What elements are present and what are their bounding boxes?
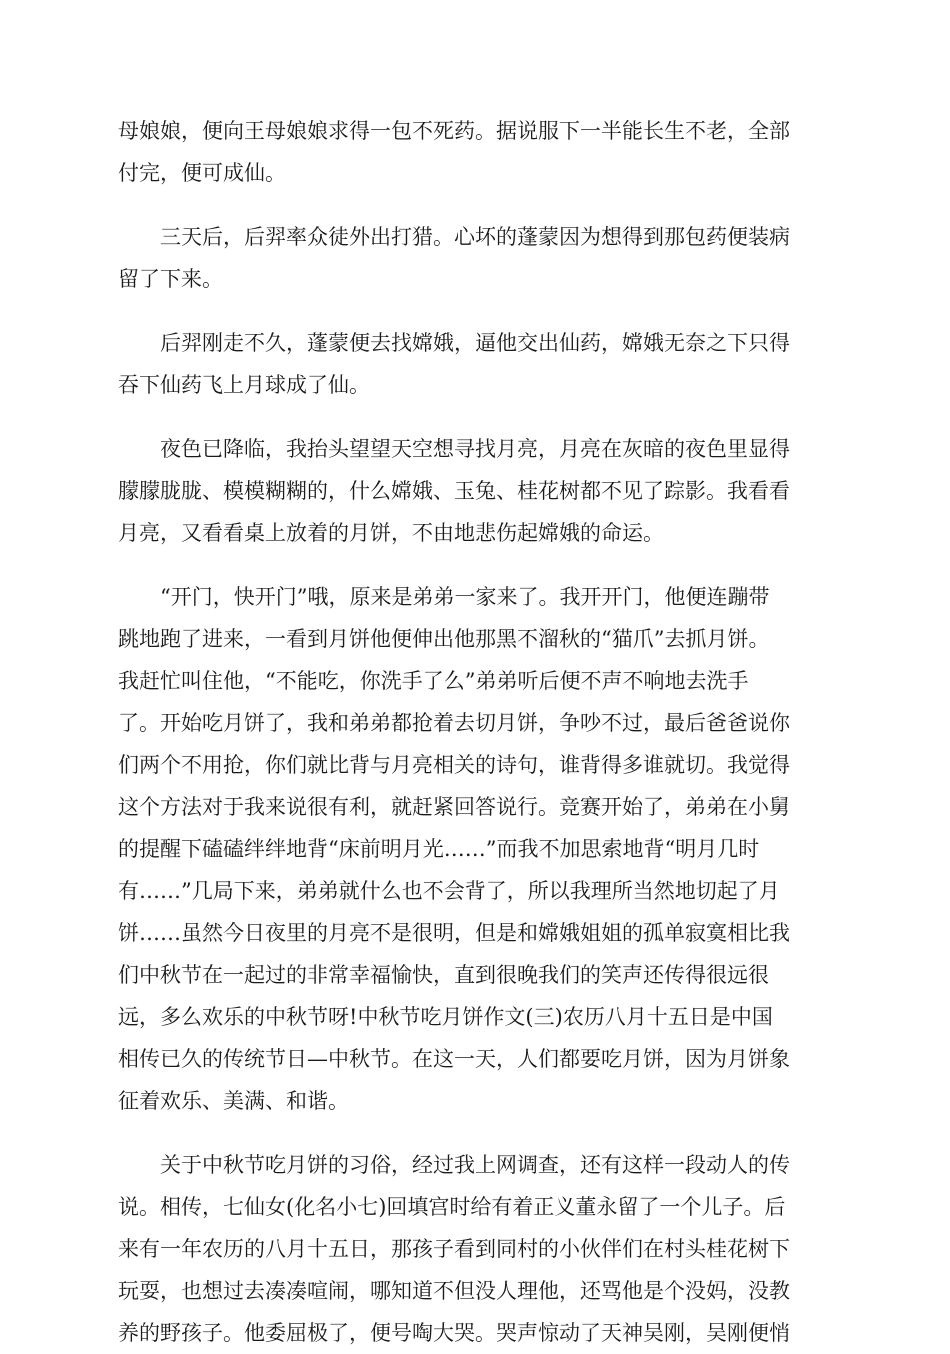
text-line: 相传已久的传统节日—中秋节。在这一天，人们都要吃月饼，因为月饼象 xyxy=(118,1047,790,1071)
text-line: 们中秋节在一起过的非常幸福愉快，直到很晚我们的笑声还传得很远很 xyxy=(118,963,769,987)
text-line: 养的野孩子。他委屈极了，便号啕大哭。哭声惊动了天神吴刚，吴刚便悄 xyxy=(118,1321,790,1345)
text-line: 朦朦胧胧、模模糊糊的，什么嫦娥、玉兔、桂花树都不见了踪影。我看看 xyxy=(118,479,790,503)
text-line: 饼……虽然今日夜里的月亮不是很明，但是和嫦娥姐姐的孤单寂寞相比我 xyxy=(118,921,790,945)
text-line: 我赶忙叫住他，“不能吃，你洗手了么”弟弟听后便不声不响地去洗手 xyxy=(118,669,749,693)
text-line: 征着欢乐、美满、和谐。 xyxy=(118,1089,349,1113)
text-line: 月亮，又看看桌上放着的月饼，不由地悲伤起嫦娥的命运。 xyxy=(118,521,664,545)
text-line: 后羿刚走不久，蓬蒙便去找嫦娥，逼他交出仙药，嫦娥无奈之下只得 xyxy=(160,331,790,355)
text-line: 母娘娘，便向王母娘娘求得一包不死药。据说服下一半能长生不老，全部 xyxy=(118,119,790,143)
text-line: 跳地跑了进来，一看到月饼他便伸出他那黑不溜秋的“猫爪”去抓月饼。 xyxy=(118,627,770,651)
paragraph xyxy=(118,110,838,194)
paragraph xyxy=(118,576,838,1122)
text-line: 这个方法对于我来说很有利，就赶紧回答说行。竞赛开始了，弟弟在小舅 xyxy=(118,795,790,819)
text-line: 说。相传，七仙女(化名小七)回填宫时给有着正义董永留了一个儿子。后 xyxy=(118,1195,786,1219)
text-line: “开门，快开门”哦，原来是弟弟一家来了。我开开门，他便连蹦带 xyxy=(160,585,770,609)
text-line: 关于中秋节吃月饼的习俗，经过我上网调查，还有这样一段动人的传 xyxy=(160,1153,790,1177)
text-line: 们两个不用抢，你们就比背与月亮相关的诗句，谁背得多谁就切。我觉得 xyxy=(118,753,790,777)
text-line: 远，多么欢乐的中秋节呀!中秋节吃月饼作文(三)农历八月十五日是中国 xyxy=(118,1005,773,1029)
text-line: 的提醒下磕磕绊绊地背“床前明月光……”而我不加思索地背“明月几时 xyxy=(118,837,760,861)
paragraph xyxy=(118,428,838,554)
paragraph xyxy=(118,322,838,406)
text-line: 玩耍，也想过去凑凑喧闹，哪知道不但没人理他，还骂他是个没妈，没教 xyxy=(118,1279,790,1303)
paragraph xyxy=(118,216,838,300)
document-body xyxy=(118,110,838,1354)
text-line: 来有一年农历的八月十五日，那孩子看到同村的小伙伴们在村头桂花树下 xyxy=(118,1237,790,1261)
paragraph xyxy=(118,1144,838,1354)
text-line: 付完，便可成仙。 xyxy=(118,161,286,185)
text-line: 吞下仙药飞上月球成了仙。 xyxy=(118,373,370,397)
text-line: 夜色已降临，我抬头望望天空想寻找月亮，月亮在灰暗的夜色里显得 xyxy=(160,437,790,461)
text-line: 留了下来。 xyxy=(118,267,223,291)
text-line: 三天后，后羿率众徒外出打猎。心坏的蓬蒙因为想得到那包药便装病 xyxy=(160,225,790,249)
text-line: 了。开始吃月饼了，我和弟弟都抢着去切月饼，争吵不过，最后爸爸说你 xyxy=(118,711,790,735)
text-line: 有……”几局下来，弟弟就什么也不会背了，所以我理所当然地切起了月 xyxy=(118,879,780,903)
